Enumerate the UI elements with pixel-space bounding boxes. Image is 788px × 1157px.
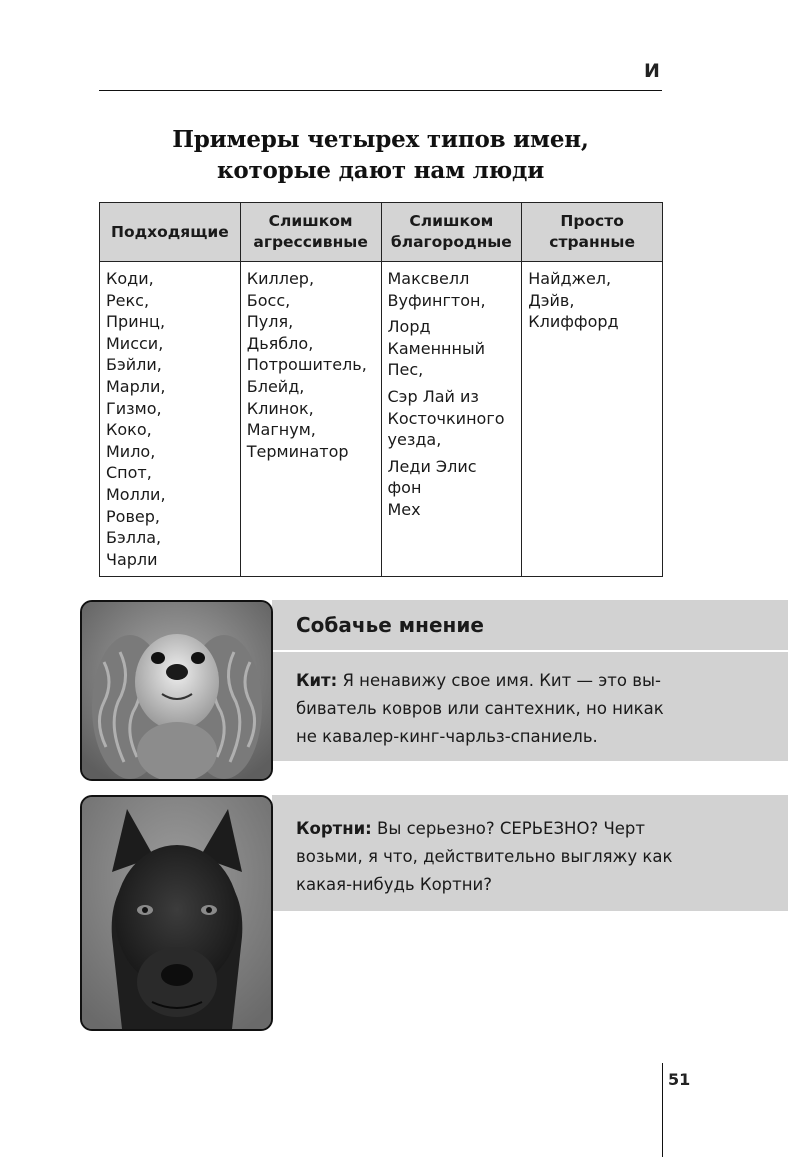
header-strange (522, 203, 663, 262)
cell-noble-names (381, 262, 522, 577)
name-item: Дэйв, (528, 290, 575, 310)
header-line: агрессивные (253, 233, 368, 251)
name-item: Марли, (106, 376, 166, 396)
name-item: Магнум, (246, 420, 316, 440)
name-item: Потрошитель, (246, 355, 367, 375)
cell-suitable-names (100, 262, 241, 577)
name-item: Босс, (246, 290, 291, 310)
pitbull-illustration (82, 797, 271, 1029)
name-item (388, 316, 516, 381)
name-item (388, 456, 516, 521)
name-line: Вуфингтон, (387, 290, 486, 310)
dog-opinion-panel (272, 600, 788, 761)
quote-speaker: Кит: (296, 671, 338, 690)
header-line: странные (549, 233, 635, 251)
header-noble (381, 203, 522, 262)
quote-text: Вы серьезно? СЕРЬЕЗНО? Черт (371, 819, 645, 838)
name-item: Гизмо, (106, 398, 162, 418)
opinion-quote-courtney (272, 795, 696, 899)
name-item: Спот, (106, 463, 152, 483)
quote-line: возьми, я что, действительно выгляжу как (296, 847, 673, 866)
header-line: Подходящие (110, 222, 229, 241)
name-item: Найджел, (528, 269, 612, 288)
name-line: уезда, (387, 430, 442, 450)
spaniel-illustration (82, 602, 271, 779)
quote-line (296, 815, 676, 843)
name-item: Бэлла, (106, 528, 162, 548)
opinion-heading: Собачье мнение (272, 600, 788, 652)
name-line: Косточкиного (387, 408, 505, 428)
name-item: Молли, (106, 484, 166, 504)
section-letter: И (644, 60, 660, 82)
opinion-quote-keith (272, 652, 696, 751)
name-item: Мисси, (106, 333, 164, 353)
name-item: Дьябло, (246, 333, 314, 353)
header-suitable (100, 203, 241, 262)
name-item (388, 268, 516, 311)
name-item: Терминатор (246, 441, 349, 461)
name-line: Леди Элис фон (387, 456, 477, 498)
table-row (100, 262, 663, 577)
name-line: Мех (387, 499, 421, 519)
name-item: Клинок, (246, 398, 314, 418)
name-item: Блейд, (246, 376, 305, 396)
name-line: Пес, (387, 360, 424, 380)
name-item: Принц, (106, 312, 166, 332)
title-line-1: Примеры четырех типов имен, (172, 126, 589, 153)
name-line: Сэр Лай из (387, 386, 479, 406)
footer-rule (662, 1063, 663, 1157)
quote-line (296, 667, 676, 695)
name-item (388, 386, 516, 451)
table-header-row (100, 203, 663, 262)
name-item: Коди, (106, 269, 154, 288)
name-item: Рекс, (106, 290, 150, 310)
header-line: Просто (560, 212, 624, 230)
quote-line: биватель ковров или сантехник, но никак (296, 699, 664, 718)
quote-text: Я ненавижу свое имя. Кит — это вы- (337, 671, 661, 690)
quote-line: какая-нибудь Кортни? (296, 875, 493, 894)
header-line: благородные (390, 233, 512, 251)
dog-opinion-panel-2 (272, 795, 788, 911)
name-line: Максвелл (387, 269, 470, 288)
name-item: Клиффорд (528, 312, 619, 332)
name-line: Каменнный (387, 338, 485, 358)
name-item: Чарли (106, 549, 158, 569)
name-item: Пуля, (246, 312, 294, 332)
header-aggressive (240, 203, 381, 262)
page-title (99, 124, 662, 186)
quote-speaker: Кортни: (296, 819, 372, 838)
pitbull-photo (80, 795, 273, 1031)
spaniel-photo (80, 600, 273, 781)
names-table (99, 202, 663, 577)
cell-aggressive-names (240, 262, 381, 577)
title-line-2: которые дают нам люди (216, 157, 545, 184)
name-item: Мило, (106, 441, 156, 461)
name-line: Лорд (387, 317, 431, 337)
cell-strange-names (522, 262, 663, 577)
name-item: Киллер, (246, 269, 315, 288)
name-item: Коко, (106, 420, 152, 440)
header-line: Слишком (409, 212, 494, 230)
name-item: Ровер, (106, 506, 160, 526)
header-rule (99, 90, 662, 91)
name-item: Бэйли, (106, 355, 162, 375)
quote-line: не кавалер-кинг-чарльз-спаниель. (296, 727, 598, 746)
page-number: 51 (668, 1070, 691, 1089)
header-line: Слишком (268, 212, 353, 230)
